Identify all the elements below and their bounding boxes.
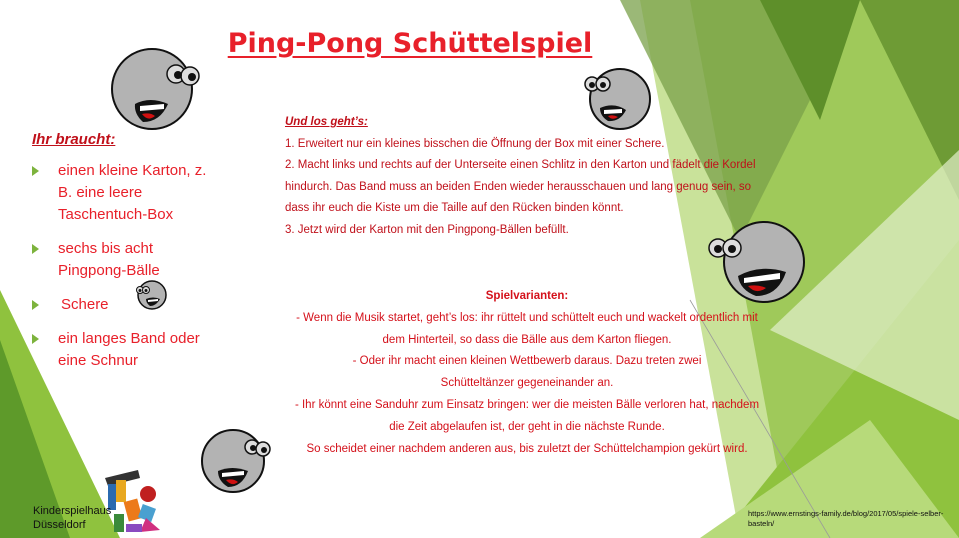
needs-heading: Ihr braucht: bbox=[32, 131, 116, 148]
source-link[interactable]: https://www.ernstings-family.de/blog/2017/05/spiele-selber-basteln/ bbox=[748, 509, 944, 528]
instruction-step: 1. Erweitert nur ein kleines bisschen die Öffnung der Box mit einer Schere. bbox=[285, 137, 665, 150]
list-item bbox=[32, 160, 218, 226]
needs-list bbox=[32, 160, 232, 384]
bullet-arrow-icon bbox=[32, 244, 39, 254]
logo-line: Kinderspielhaus bbox=[33, 505, 112, 517]
list-item bbox=[32, 294, 208, 316]
page-title: Ping-Pong Schüttelspiel bbox=[227, 28, 593, 59]
list-item-text: einen kleine Karton, z. B. eine leere Taschentuch-Box bbox=[58, 162, 207, 223]
pingpong-ball-character-icon bbox=[198, 427, 272, 495]
bullet-arrow-icon bbox=[32, 166, 39, 176]
pingpong-ball-character-icon bbox=[110, 44, 206, 134]
list-item-text: ein langes Band oder eine Schnur bbox=[58, 330, 200, 369]
bullet-arrow-icon bbox=[32, 300, 39, 310]
instructions-block bbox=[285, 112, 765, 241]
instructions-heading: Und los geht’s: bbox=[285, 116, 368, 128]
variant-text: So scheidet einer nachdem anderen aus, bis zuletzt der Schüttelchampion gekürt wird. bbox=[306, 442, 748, 455]
list-item-text: Schere bbox=[61, 296, 109, 313]
logo-text bbox=[33, 504, 111, 532]
list-item bbox=[32, 238, 208, 282]
instruction-step: 3. Jetzt wird der Karton mit den Pingpong-Bällen befüllt. bbox=[285, 223, 569, 236]
list-item bbox=[32, 328, 223, 372]
variants-block bbox=[282, 286, 772, 460]
variant-text: - Ihr könnt eine Sanduhr zum Einsatz bringen: wer die meisten Bälle verloren hat, nachdem die Zeit abgelaufen ist, der geht in die nächste Runde. bbox=[294, 398, 760, 433]
logo-line: Düsseldorf bbox=[33, 519, 86, 531]
variant-text: - Wenn die Musik startet, geht’s los: ihr rüttelt und schüttelt euch und wackelt ordentlich mit dem Hinterteil, so dass die Bälle aus dem Karton fliegen. bbox=[296, 311, 758, 346]
bullet-arrow-icon bbox=[32, 334, 39, 344]
variants-heading: Spielvarianten: bbox=[485, 290, 569, 302]
instruction-step: 2. Macht links und rechts auf der Unterseite einen Schlitz in den Karton und fädelt die Kordel hindurch. Das Band muss an beiden Enden wieder herausschauen und lang genug sein, so dass ihr euch die Kiste um die Taille auf den Rücken binden könnt. bbox=[285, 159, 756, 214]
list-item-text: sechs bis acht Pingpong-Bälle bbox=[58, 240, 160, 279]
variant-text: - Oder ihr macht einen kleinen Wettbewerb daraus. Dazu treten zwei Schütteltänzer gegeneinander an. bbox=[352, 355, 702, 390]
